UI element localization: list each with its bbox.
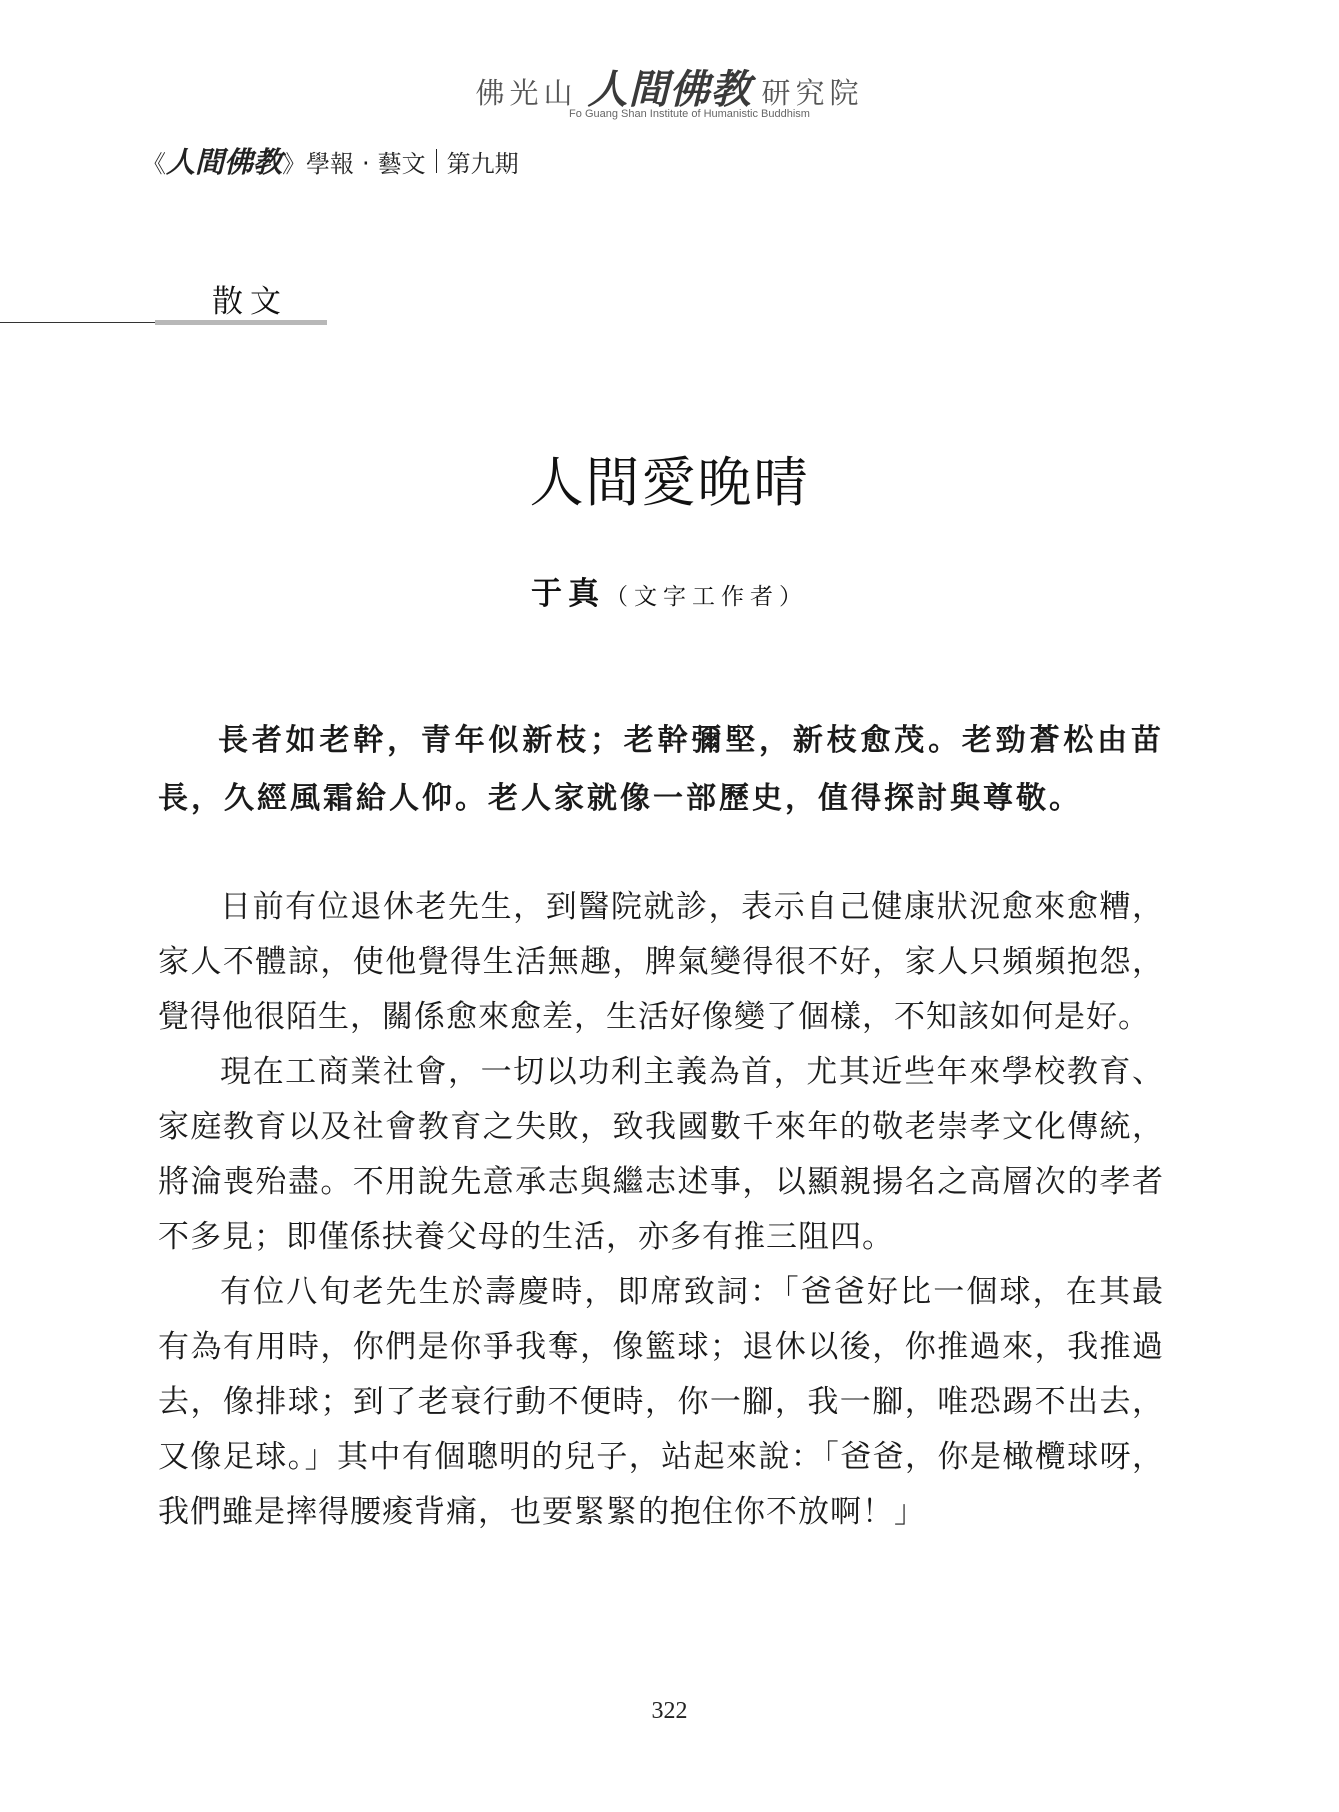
paragraph-3: 現在工商業社會，一切以功利主義為首，尤其近些年來學校教育、家庭教育以及社會教育之失敗，致我國數千來年的敬老崇孝文化傳統，將淪喪殆盡。不用說先意承志與繼志述事，以顯親揚名之高層次的孝者不多見；即僅係扶養父母的生活，亦多有推三阻四。 bbox=[158, 1054, 1164, 1255]
journal-issue: 第九期 bbox=[446, 150, 519, 178]
paragraph-4: 有位八旬老先生於壽慶時，即席致詞：「爸爸好比一個球，在其最有為有用時，你們是你爭我奪，像籃球；退休以後，你推過來，我推過去，像排球；到了老衰行動不便時，你一腳，我一腳，唯恐踢不出去，又像足球。」其中有個聰明的兒子，站起來說：「爸爸，你是橄欖球呀，我們雖是摔得腰痠背痛，也要緊緊的抱住你不放啊！」 bbox=[158, 1274, 1164, 1530]
journal-logo-text: 人間佛教 bbox=[166, 145, 283, 179]
author-role: （文字工作者） bbox=[605, 584, 808, 610]
article-body bbox=[158, 712, 1164, 1540]
author-name: 于真 bbox=[531, 576, 605, 612]
paragraph-1: 長者如老幹，青年似新枝；老幹彌堅，新枝愈茂。老勁蒼松由苗長，久經風霜給人仰。老人家就像一部歷史，值得探討與尊敬。 bbox=[158, 723, 1164, 816]
article-title: 人間愛晚晴 bbox=[529, 451, 810, 514]
institute-english-name: Fo Guang Shan Institute of Humanistic Buddhism bbox=[569, 108, 810, 120]
institute-header bbox=[0, 58, 1339, 115]
page-number: 322 bbox=[651, 1698, 688, 1724]
institute-name bbox=[475, 58, 863, 115]
journal-open-bracket: 《 bbox=[142, 150, 166, 178]
journal-section: 藝文 bbox=[377, 150, 426, 178]
journal-name-suffix: 》學報 bbox=[282, 150, 355, 178]
journal-dot: ‧ bbox=[362, 150, 370, 178]
institute-name-right: 研究院 bbox=[761, 76, 864, 110]
institute-name-left: 佛光山 bbox=[475, 76, 578, 110]
institute-logo-text: 人間佛教 bbox=[587, 66, 752, 113]
section-label: 散文 bbox=[212, 284, 288, 320]
journal-divider bbox=[436, 149, 437, 173]
section-rule-accent bbox=[155, 320, 327, 325]
journal-running-header bbox=[142, 140, 519, 181]
paragraph-2: 日前有位退休老先生，到醫院就診，表示自己健康狀況愈來愈糟，家人不體諒，使他覺得生活無趣，脾氣變得很不好，家人只頻頻抱怨，覺得他很陌生，關係愈來愈差，生活好像變了個樣，不知該如何是好。 bbox=[158, 889, 1164, 1035]
author-line bbox=[0, 568, 1339, 613]
